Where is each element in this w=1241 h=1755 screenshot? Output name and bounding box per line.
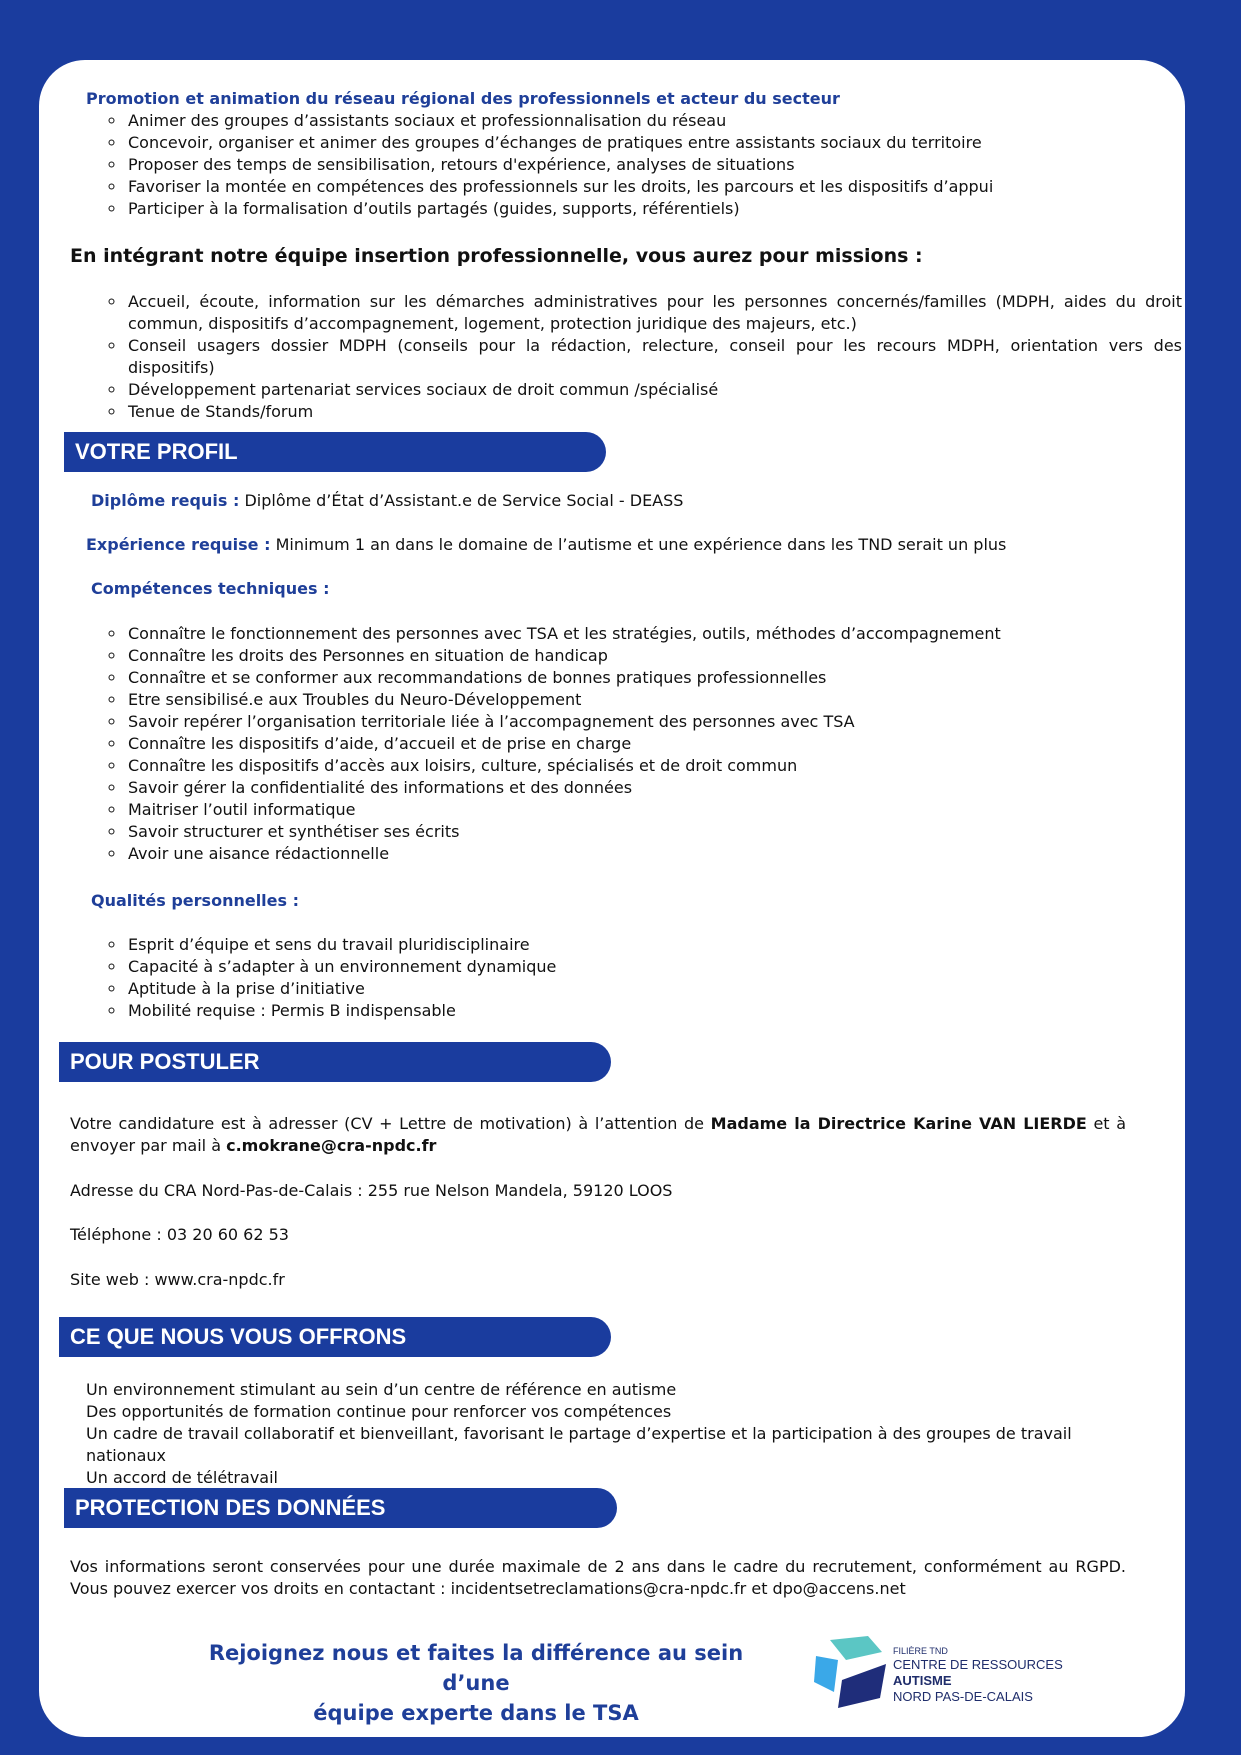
list-item: ◦ Participer à la formalisation d’outils partagés (guides, supports, référentiels) xyxy=(126,198,1186,220)
logo-shape-teal xyxy=(830,1636,882,1660)
list-item: ◦ Etre sensibilisé.e aux Troubles du Neuro-Développement xyxy=(126,689,1186,711)
logo-region: NORD PAS-DE-CALAIS xyxy=(893,1689,1033,1704)
list-item: ◦ Esprit d’équipe et sens du travail pluridisciplinaire xyxy=(126,934,1186,956)
email-link[interactable]: c.mokrane@cra-npdc.fr xyxy=(226,1136,437,1155)
list-item: ◦ Conseil usagers dossier MDPH (conseils pour la rédaction, relecture, conseil pour les recours MDPH, orientation vers des dispositifs) xyxy=(126,335,1182,379)
skills-list xyxy=(70,623,1186,865)
apply-heading: POUR POSTULER xyxy=(59,1042,611,1082)
list-item: ◦ Tenue de Stands/forum xyxy=(126,401,1182,423)
cra-logo-mark xyxy=(812,1634,892,1712)
list-item: ◦ Mobilité requise : Permis B indispensable xyxy=(126,1000,1186,1022)
address: Adresse du CRA Nord-Pas-de-Calais : 255 rue Nelson Mandela, 59120 LOOS xyxy=(70,1181,673,1200)
network-title: Promotion et animation du réseau régional des professionnels et acteur du secteur xyxy=(86,89,840,108)
list-item: Des opportunités de formation continue pour renforcer vos compétences xyxy=(86,1402,672,1421)
cra-logo-text xyxy=(893,1645,1063,1705)
phone: Téléphone : 03 20 60 62 53 xyxy=(70,1225,289,1244)
list-item: Un cadre de travail collaboratif et bienveillant, favorisant le partage d’expertise et la participation à des groupes de travail nationaux xyxy=(86,1424,1072,1465)
apply-text xyxy=(70,1113,1126,1157)
list-item: Un environnement stimulant au sein d’un centre de référence en autisme xyxy=(86,1380,677,1399)
privacy-heading: PROTECTION DES DONNÉES xyxy=(64,1488,617,1528)
list-item: ◦ Connaître et se conformer aux recommandations de bonnes pratiques professionnelles xyxy=(126,667,1186,689)
qualities-label: Qualités personnelles : xyxy=(91,891,300,910)
footer-line-2: équipe experte dans le TSA xyxy=(313,1701,639,1725)
privacy-text: Vos informations seront conservées pour une durée maximale de 2 ans dans le cadre du recrutement, conformément au RGPD. Vous pouvez exercer vos droits en contactant : incidentsetreclamations@cra-npdc.fr et dpo@accens.net xyxy=(70,1557,1126,1598)
logo-shape-blue xyxy=(814,1656,838,1692)
experience-label: Expérience requise : xyxy=(86,535,271,554)
addressee: Madame la Directrice Karine VAN LIERDE xyxy=(710,1114,1087,1133)
logo-shape-navy xyxy=(838,1664,886,1708)
offer-heading: CE QUE NOUS VOUS OFFRONS xyxy=(59,1317,611,1357)
list-item: ◦ Connaître le fonctionnement des personnes avec TSA et les stratégies, outils, méthodes d’accompagnement xyxy=(126,623,1186,645)
profile-heading: VOTRE PROFIL xyxy=(64,432,606,472)
list-item: ◦ Favoriser la montée en compétences des professionnels sur les droits, les parcours et les dispositifs d’appui xyxy=(126,176,1186,198)
footer-callout xyxy=(176,1638,776,1728)
logo-autisme: AUTISME xyxy=(893,1673,952,1688)
list-item: ◦ Savoir structurer et synthétiser ses écrits xyxy=(126,821,1186,843)
qualities-list xyxy=(70,934,1186,1022)
apply-text-middle: et à envoyer par mail à xyxy=(70,1114,1127,1155)
list-item: ◦ Développement partenariat services sociaux de droit commun /spécialisé xyxy=(126,379,1182,401)
diploma-value: Diplôme d’État d’Assistant.e de Service Social - DEASS xyxy=(239,491,684,510)
list-item: ◦ Aptitude à la prise d’initiative xyxy=(126,978,1186,1000)
offer-list xyxy=(86,1379,1136,1489)
experience-line xyxy=(86,534,1006,556)
logo-centre: CENTRE DE RESSOURCES xyxy=(893,1657,1063,1672)
list-item: ◦ Savoir repérer l’organisation territoriale liée à l’accompagnement des personnes avec TSA xyxy=(126,711,1186,733)
list-item: ◦ Animer des groupes d’assistants sociaux et professionnalisation du réseau xyxy=(126,110,1186,132)
list-item: ◦ Accueil, écoute, information sur les démarches administratives pour les personnes concernés/familles (MDPH, aides du droit commun, dispositifs d’accompagnement, logement, protection juridique des majeurs, etc.) xyxy=(126,291,1182,335)
logo-filiere: FILIÈRE TND xyxy=(893,1646,948,1656)
experience-value: Minimum 1 an dans le domaine de l’autisme et une expérience dans les TND serait un plus xyxy=(270,535,1007,554)
network-list xyxy=(70,110,1186,220)
missions-title: En intégrant notre équipe insertion professionnelle, vous aurez pour missions : xyxy=(70,245,923,267)
list-item: ◦ Concevoir, organiser et animer des groupes d’échanges de pratiques entre assistants sociaux du territoire xyxy=(126,132,1186,154)
list-item: ◦ Proposer des temps de sensibilisation, retours d'expérience, analyses de situations xyxy=(126,154,1186,176)
missions-list xyxy=(70,291,1182,423)
skills-label: Compétences techniques : xyxy=(91,579,330,598)
diploma-label: Diplôme requis : xyxy=(91,491,240,510)
list-item: ◦ Connaître les dispositifs d’accès aux loisirs, culture, spécialisés et de droit commun xyxy=(126,755,1186,777)
diploma-line xyxy=(91,490,683,512)
list-item: ◦ Capacité à s’adapter à un environnement dynamique xyxy=(126,956,1186,978)
footer-line-1: Rejoignez nous et faites la différence au sein d’une xyxy=(208,1641,744,1695)
list-item: ◦ Connaître les droits des Personnes en situation de handicap xyxy=(126,645,1186,667)
list-item: ◦ Avoir une aisance rédactionnelle xyxy=(126,843,1186,865)
apply-text-before: Votre candidature est à adresser (CV + Lettre de motivation) à l’attention de xyxy=(70,1114,711,1133)
list-item: ◦ Savoir gérer la confidentialité des informations et des données xyxy=(126,777,1186,799)
list-item: Un accord de télétravail xyxy=(86,1468,278,1487)
website-link[interactable]: Site web : www.cra-npdc.fr xyxy=(70,1270,285,1289)
list-item: ◦ Connaître les dispositifs d’aide, d’accueil et de prise en charge xyxy=(126,733,1186,755)
list-item: ◦ Maitriser l’outil informatique xyxy=(126,799,1186,821)
